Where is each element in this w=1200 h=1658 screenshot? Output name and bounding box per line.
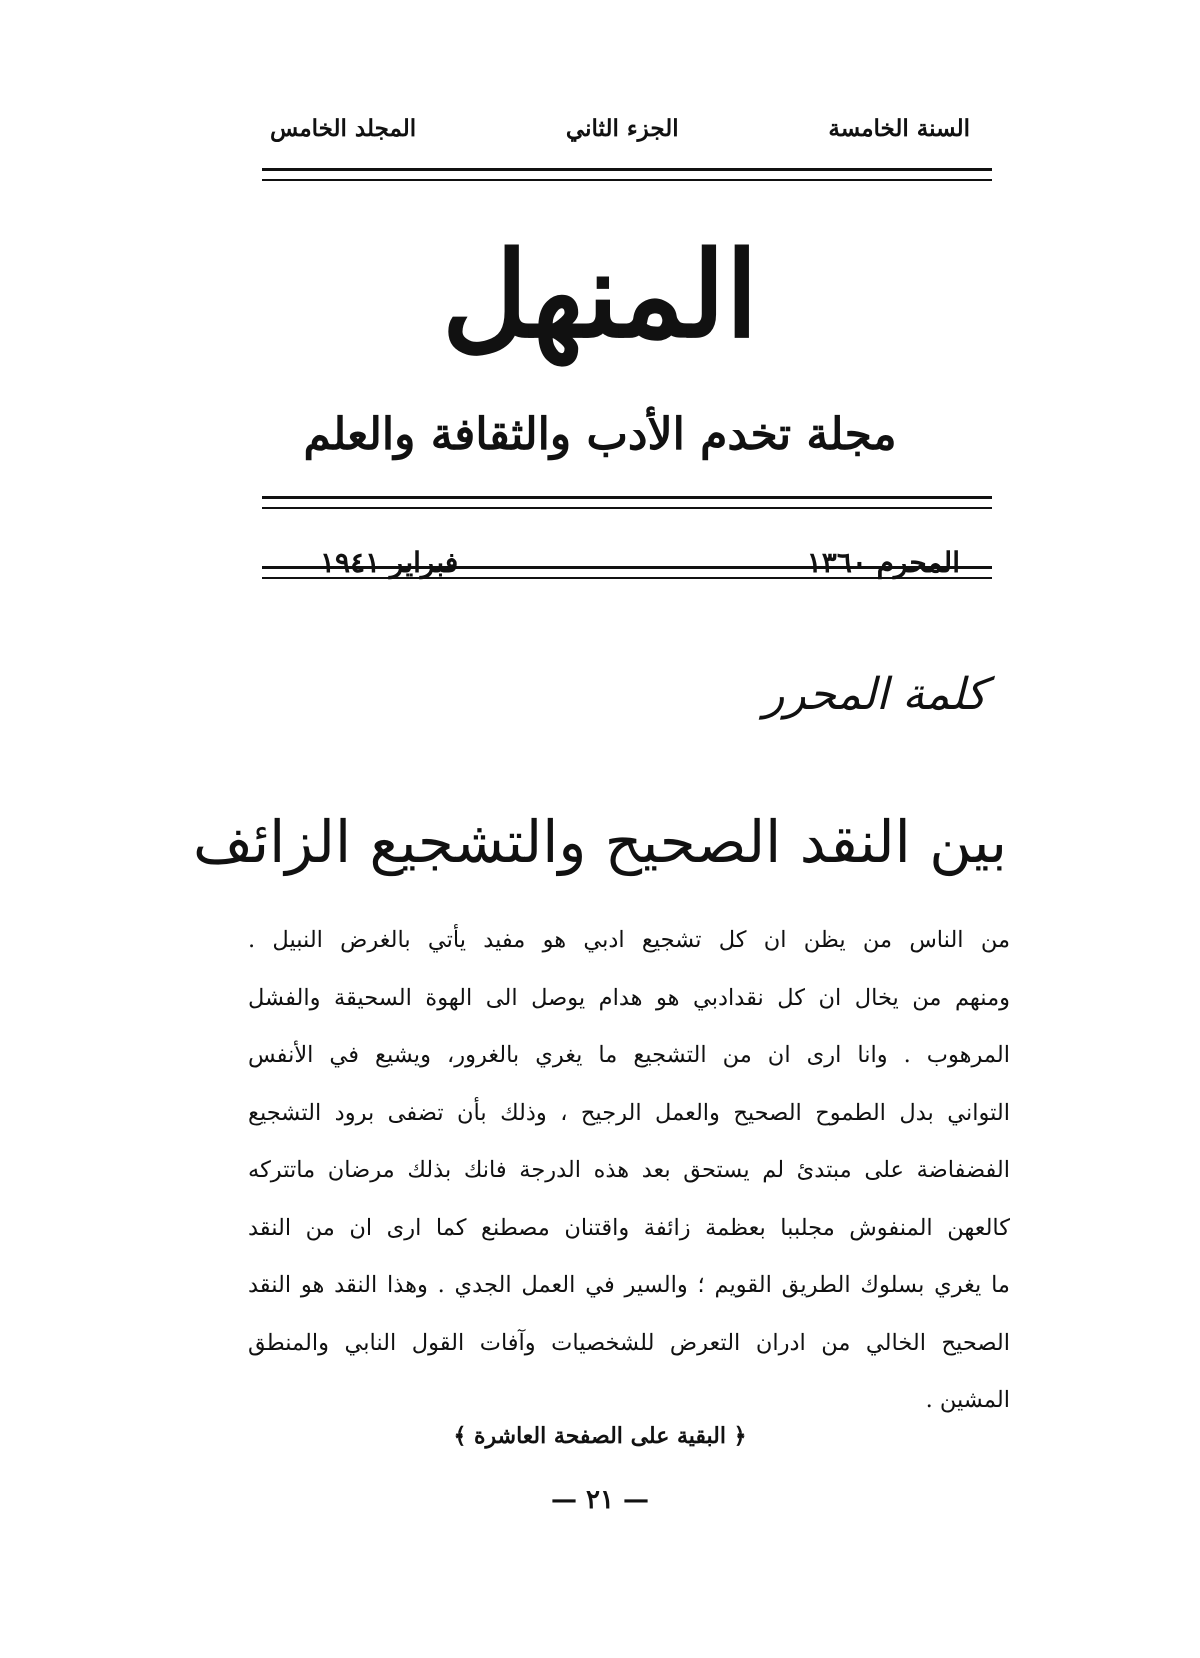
body-line: الصحيح الخالي من ادران التعرض للشخصيات وآفات القول النابي والمنطق bbox=[248, 1329, 1010, 1356]
header-rule bbox=[262, 168, 992, 181]
year-label: السنة الخامسة bbox=[828, 114, 970, 142]
magazine-tagline: مجلة تخدم الأدب والثقافة والعلم bbox=[303, 409, 897, 460]
body-line: ما يغري بسلوك الطريق القويم ؛ والسير في العمل الجدي . وهذا النقد هو النقد bbox=[248, 1272, 1010, 1298]
article-body bbox=[248, 912, 1010, 1413]
page-number: — ٢١ — bbox=[550, 1485, 650, 1515]
body-line: المرهوب . وانا ارى ان من التشجيع ما يغري بالغرور، ويشيع في الأنفس bbox=[248, 1042, 1010, 1068]
gregorian-date: فبراير ١٩٤١ bbox=[320, 545, 459, 579]
hijri-date: المحرم ١٣٦٠ bbox=[806, 545, 960, 579]
article-title: بين النقد الصحيح والتشجيع الزائف bbox=[192, 808, 1007, 876]
date-rule-bottom bbox=[262, 566, 992, 579]
date-rule-top bbox=[262, 496, 992, 509]
body-line: المشين . bbox=[925, 1387, 1010, 1413]
body-line: كالعهن المنفوش مجلببا بعظمة زائفة واقتنان مصطنع كما ارى ان من النقد bbox=[248, 1214, 1010, 1241]
part-label: الجزء الثاني bbox=[565, 114, 679, 142]
body-line: التواني بدل الطموح الصحيح والعمل الرجيح ، وذلك بأن تضفى برود التشجيع bbox=[248, 1099, 1010, 1126]
magazine-title: المنهل bbox=[441, 225, 759, 364]
body-line: من الناس من يظن ان كل تشجيع ادبي هو مفيد يأتي بالغرض النبيل . bbox=[248, 927, 1010, 953]
body-line: ومنهم من يخال ان كل نقدادبي هو هدام يوصل الى الهوة السحيقة والفشل bbox=[248, 984, 1010, 1011]
continuation-note: ﴿ البقية على الصفحة العاشرة ﴾ bbox=[453, 1423, 747, 1449]
issue-header bbox=[270, 108, 970, 148]
body-line: الفضفاضة على مبتدئ لم يستحق بعد هذه الدرجة فانك بذلك مرضان ماتتركه bbox=[248, 1157, 1010, 1183]
section-heading: كلمة المحرر bbox=[763, 669, 987, 720]
volume-label: المجلد الخامس bbox=[270, 114, 417, 142]
